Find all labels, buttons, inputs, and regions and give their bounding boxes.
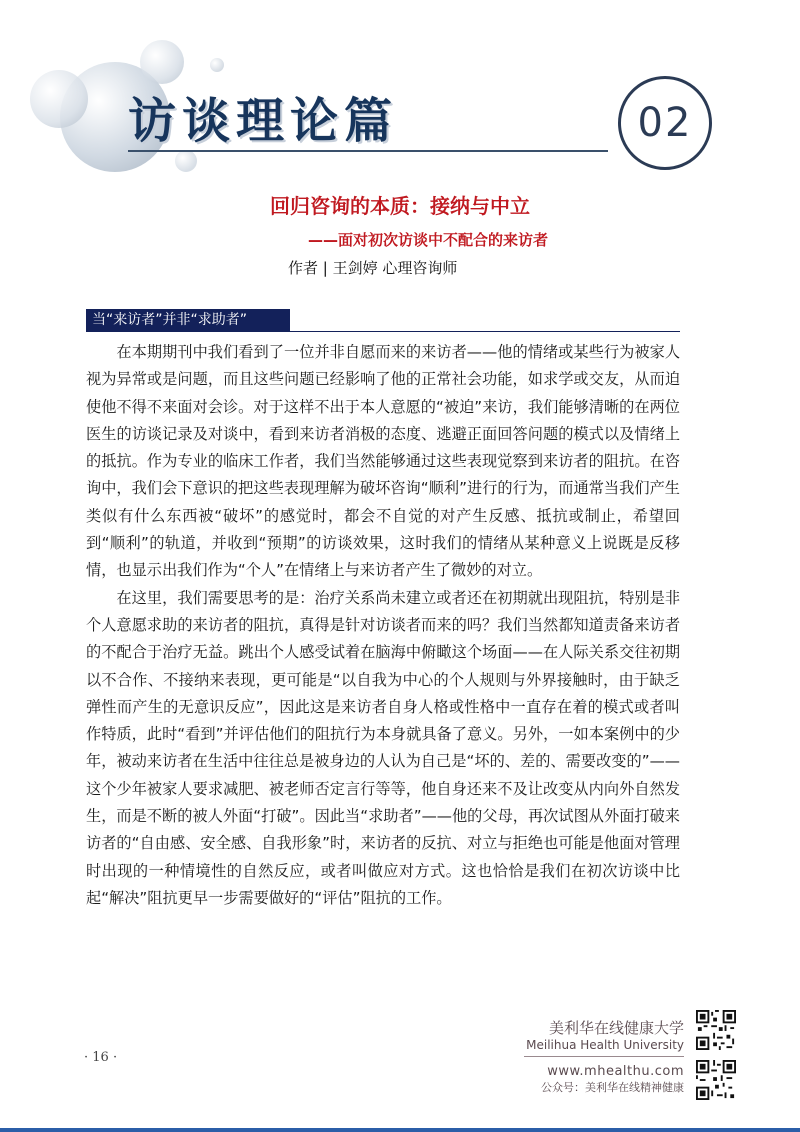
- section-heading: 当“来访者”并非“求助者”: [86, 309, 290, 331]
- website-link[interactable]: www.mhealthu.com: [547, 1064, 684, 1079]
- header-divider: [128, 150, 608, 152]
- author-byline: 作者 | 王剑婷 心理咨询师: [288, 259, 458, 277]
- qr-code-icon[interactable]: [696, 1060, 736, 1100]
- decorative-sphere-small: [175, 150, 197, 172]
- org-name-cn: 美利华在线健康大学: [548, 1019, 684, 1037]
- issue-number: 02: [637, 100, 693, 146]
- wechat-account: 公众号：美利华在线精神健康: [541, 1081, 684, 1094]
- decorative-sphere-small: [210, 58, 224, 72]
- bottom-accent-bar: [0, 1128, 800, 1132]
- org-name-en: Meilihua Health University: [526, 1038, 684, 1052]
- qr-code-icon[interactable]: [696, 1010, 736, 1050]
- section-heading-rule: [86, 331, 680, 332]
- decorative-sphere: [30, 70, 88, 128]
- decorative-sphere: [140, 40, 184, 84]
- page-number: · 16 ·: [84, 1050, 118, 1065]
- footer-branding: [524, 1018, 684, 1095]
- article-subtitle: ——面对初次访谈中不配合的来访者: [308, 231, 549, 249]
- article-body: [86, 339, 680, 912]
- issue-number-badge: [618, 76, 712, 170]
- body-paragraph: 在这里，我们需要思考的是：治疗关系尚未建立或者还在初期就出现阻抗，特别是非个人意愿求助的来访者的阻抗，真得是针对访谈者而来的吗？我们当然都知道责备来访者的不配合于治疗无益。跳出个人感受试着在脑海中俯瞰这个场面——在人际关系交往初期以不合作、不接纳来表现，更可能是“以自我为中心的个人规则与外界接触时，由于缺乏弹性而产生的无意识反应”，因此这是来访者自身人格或性格中一直存在着的模式或者叫作特质，此时“看到”并评估他们的阻抗行为本身就具备了意义。另外，一如本案例中的少年，被动来访者在生活中往往总是被身边的人认为自己是“坏的、差的、需要改变的”——这个少年被家人要求减肥、被老师否定言行等等，他自身还来不及让改变从内向外自然发生，而是不断的被人外面“打破”。因此当“求助者”——他的父母，再次试图从外面打破来访者的“自由感、安全感、自我形象”时，来访者的反抗、对立与拒绝也可能是他面对管理时出现的一种情境性的自然反应，或者叫做应对方式。这也恰恰是我们在初次访谈中比起“解决”阻抗更早一步需要做好的“评估”阻抗的工作。: [86, 588, 680, 907]
- section-title: 访谈理论篇: [128, 93, 399, 149]
- article-title: 回归咨询的本质：接纳与中立: [270, 194, 530, 218]
- body-paragraph: 在本期期刊中我们看到了一位并非自愿而来的来访者——他的情绪或某些行为被家人视为异常或是问题，而且这些问题已经影响了他的正常社会功能，如求学或交友，从而迫使他不得不来面对会诊。对于这样不出于本人意愿的“被迫”来访，我们能够清晰的在两位医生的访谈记录及对谈中，看到来访者消极的态度、逃避正面回答问题的模式以及情绪上的抵抗。作为专业的临床工作者，我们当然能够通过这些表现觉察到来访者的阻抗。在咨询中，我们会下意识的把这些表现理解为破坏咨询“顺利”进行的行为，而通常当我们产生类似有什么东西被“破坏”的感觉时，都会不自觉的对产生反感、抵抗或制止，希望回到“顺利”的轨道，并收到“预期”的访谈效果，这时我们的情绪从某种意义上说既是反移情，也显示出我们作为“个人”在情绪上与来访者产生了微妙的对立。: [86, 343, 680, 580]
- footer-divider: [524, 1056, 684, 1057]
